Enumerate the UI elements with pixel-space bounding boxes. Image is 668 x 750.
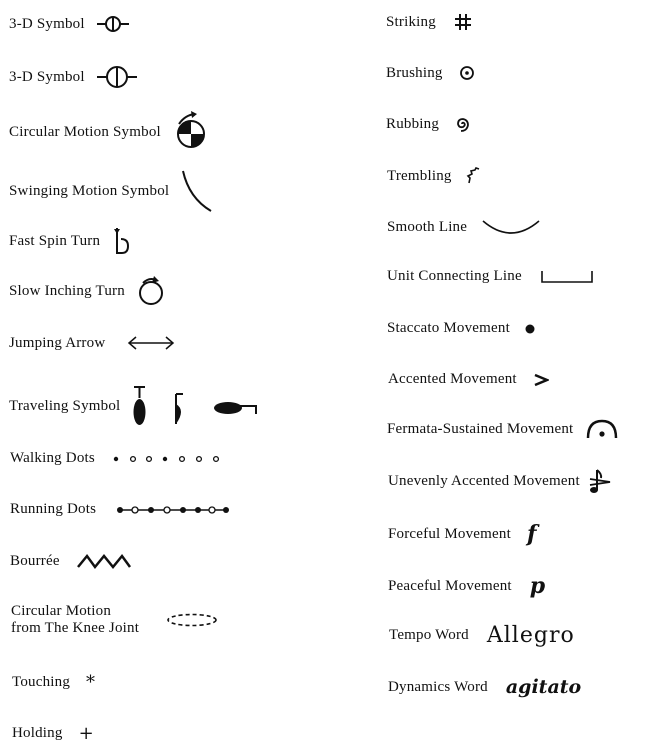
open-dots-icon <box>111 452 223 466</box>
double-arrow-icon <box>127 334 175 352</box>
filled-dot-icon <box>524 323 536 335</box>
symbol-label: 3-D Symbol <box>9 68 85 85</box>
symbol-label: Bourrée <box>10 552 60 569</box>
list-item <box>389 623 575 648</box>
asterisk-icon: * <box>86 672 96 693</box>
symbol-label: Accented Movement <box>388 371 517 387</box>
symbol-label: Traveling Symbol <box>9 397 121 414</box>
traveling-shapes-icon <box>132 384 258 428</box>
symbol-label: 3-D Symbol <box>9 15 85 32</box>
list-item <box>387 217 541 237</box>
symbol-label: Staccato Movement <box>387 320 510 336</box>
swinging-curve-icon <box>179 168 213 214</box>
piano-icon: p <box>529 573 546 599</box>
list-item <box>386 115 471 133</box>
symbol-label: Brushing <box>386 64 443 81</box>
symbol-label: Fast Spin Turn <box>9 232 101 249</box>
list-item <box>10 501 230 518</box>
list-item <box>10 450 223 467</box>
list-item <box>387 268 594 285</box>
bracket-line-icon <box>540 269 594 285</box>
list-item <box>11 603 219 637</box>
accent-icon <box>533 373 549 387</box>
fermata-icon <box>585 418 619 440</box>
list-item <box>388 521 536 547</box>
list-item <box>388 371 549 388</box>
dotted-circle-icon <box>459 64 475 82</box>
list-item <box>387 320 536 337</box>
connected-dots-icon <box>116 502 230 518</box>
list-item <box>388 466 614 496</box>
list-item <box>9 110 205 154</box>
slow-inching-turn-icon <box>135 274 167 308</box>
symbol-label: Circular Motion Symbol <box>9 123 161 140</box>
forte-icon: f <box>526 521 537 547</box>
plus-icon: + <box>78 723 94 744</box>
symbol-label: Jumping Arrow <box>9 334 106 351</box>
symbol-label: Forceful Movement <box>388 525 511 542</box>
list-item <box>12 723 94 744</box>
symbol-label: Smooth Line <box>387 218 468 235</box>
list-item <box>9 64 139 90</box>
symbol-label: Dynamics Word <box>388 678 488 695</box>
list-item <box>388 573 545 599</box>
dynamics-word: agitato <box>505 676 582 698</box>
large-3d-circle-icon <box>95 64 139 90</box>
circular-motion-icon <box>171 110 205 154</box>
spiral-icon <box>453 115 471 133</box>
list-item <box>9 168 213 214</box>
dashed-ellipse-icon <box>165 611 219 629</box>
symbol-label: Holding <box>12 725 63 741</box>
smooth-arc-icon <box>481 217 541 237</box>
list-item <box>387 418 619 440</box>
tempo-word: Allegro <box>486 623 575 648</box>
small-3d-circle-icon <box>95 14 131 34</box>
symbol-label: Unevenly Accented Movement <box>388 472 580 489</box>
uneven-accent-icon <box>588 466 614 496</box>
symbol-label: Trembling <box>387 167 452 184</box>
list-item <box>388 676 581 698</box>
zigzag-icon <box>76 552 132 570</box>
squiggle-icon <box>466 166 482 186</box>
symbol-label: Touching <box>12 674 71 690</box>
list-item <box>387 166 482 186</box>
symbol-label: Rubbing <box>386 115 440 132</box>
hash-icon <box>454 12 472 32</box>
list-item <box>9 334 175 352</box>
symbol-label: Circular Motion from The Knee Joint <box>11 603 140 636</box>
symbol-label: Running Dots <box>10 501 97 517</box>
list-item <box>12 672 95 693</box>
symbol-label: Walking Dots <box>10 450 95 466</box>
list-item <box>386 64 475 82</box>
symbol-label: Slow Inching Turn <box>9 282 125 299</box>
symbol-label: Swinging Motion Symbol <box>9 182 170 199</box>
list-item <box>9 14 131 34</box>
list-item <box>9 384 258 428</box>
symbol-label: Unit Connecting Line <box>387 268 522 284</box>
list-item <box>9 226 132 256</box>
list-item <box>10 552 132 570</box>
symbol-label: Fermata-Sustained Movement <box>387 420 574 437</box>
list-item <box>9 274 167 308</box>
symbol-label: Peaceful Movement <box>388 577 512 594</box>
fast-spin-icon <box>110 226 132 256</box>
symbol-label: Tempo Word <box>389 627 469 643</box>
list-item <box>386 12 472 32</box>
symbol-label: Striking <box>386 13 436 30</box>
